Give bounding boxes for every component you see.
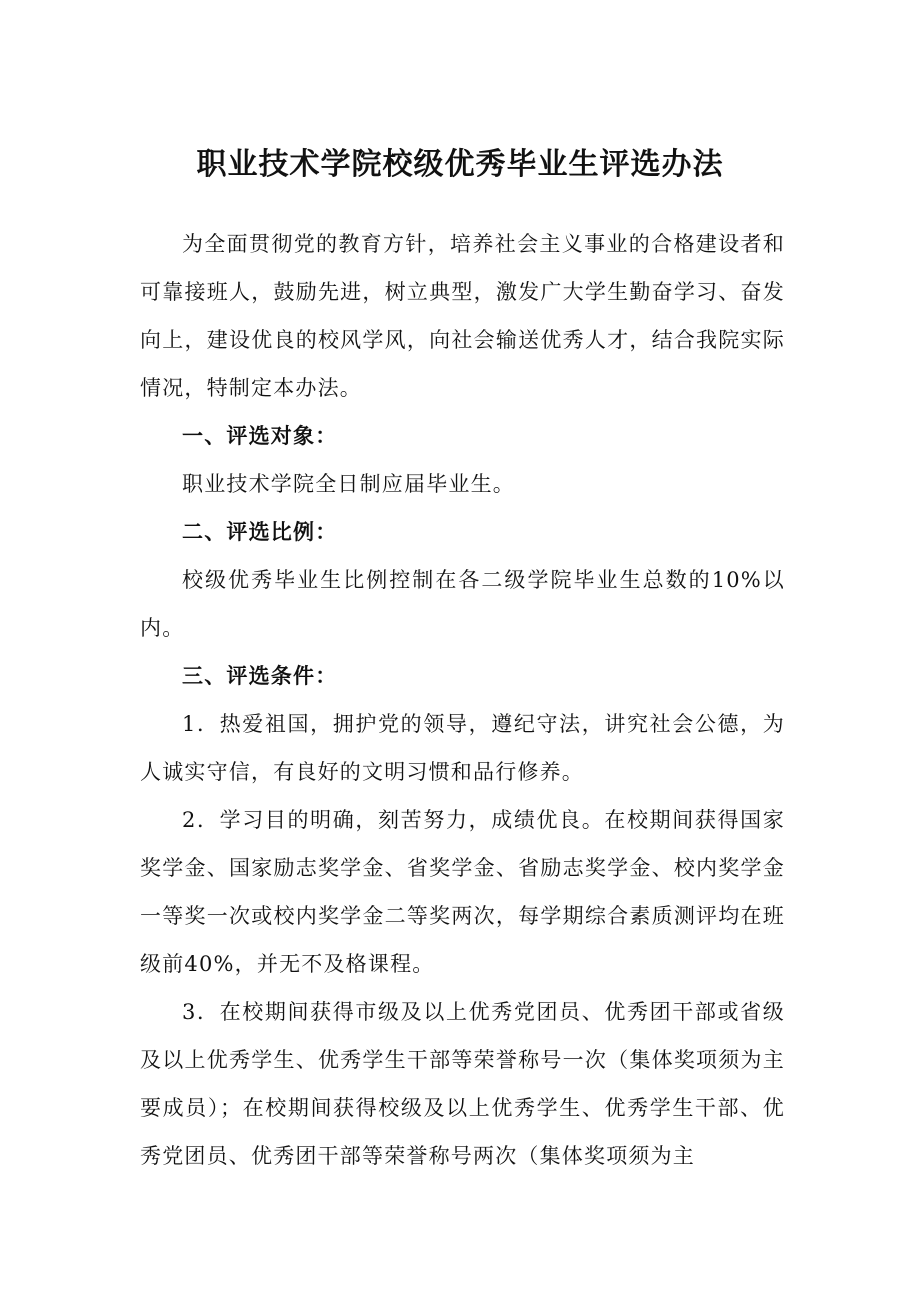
- section-heading-conditions: 三、评选条件：: [182, 664, 338, 688]
- section-ratio-paragraph: 校级优秀毕业生比例控制在各二级学院毕业生总数的10%以内。: [140, 568, 785, 640]
- intro-paragraph: 为全面贯彻党的教育方针，培养社会主义事业的合格建设者和可靠接班人，鼓励先进，树立典型，激发广大学生勤奋学习、奋发向上，建设优良的校风学风，向社会输送优秀人才，结合我院实际情况，特制定本办法。: [140, 232, 785, 400]
- document-body: [140, 220, 785, 1180]
- document-title: 职业技术学院校级优秀毕业生评选办法: [196, 147, 724, 182]
- section-target-paragraph: 职业技术学院全日制应届毕业生。: [182, 472, 515, 496]
- section-heading-target: 一、评选对象：: [182, 424, 338, 448]
- condition-item-2: 2．学习目的明确，刻苦努力，成绩优良。在校期间获得国家奖学金、国家励志奖学金、省奖学金、省励志奖学金、校内奖学金一等奖一次或校内奖学金二等奖两次，每学期综合素质测评均在班级前40%，并无不及格课程。: [140, 808, 785, 976]
- section-heading-ratio: 二、评选比例：: [182, 520, 338, 544]
- condition-item-1: 1．热爱祖国，拥护党的领导，遵纪守法，讲究社会公德，为人诚实守信，有良好的文明习惯和品行修养。: [140, 712, 785, 784]
- condition-item-3: 3．在校期间获得市级及以上优秀党团员、优秀团干部或省级及以上优秀学生、优秀学生干部等荣誉称号一次（集体奖项须为主要成员）；在校期间获得校级及以上优秀学生、优秀学生干部、优秀党团员、优秀团干部等荣誉称号两次（集体奖项须为主: [140, 1000, 785, 1168]
